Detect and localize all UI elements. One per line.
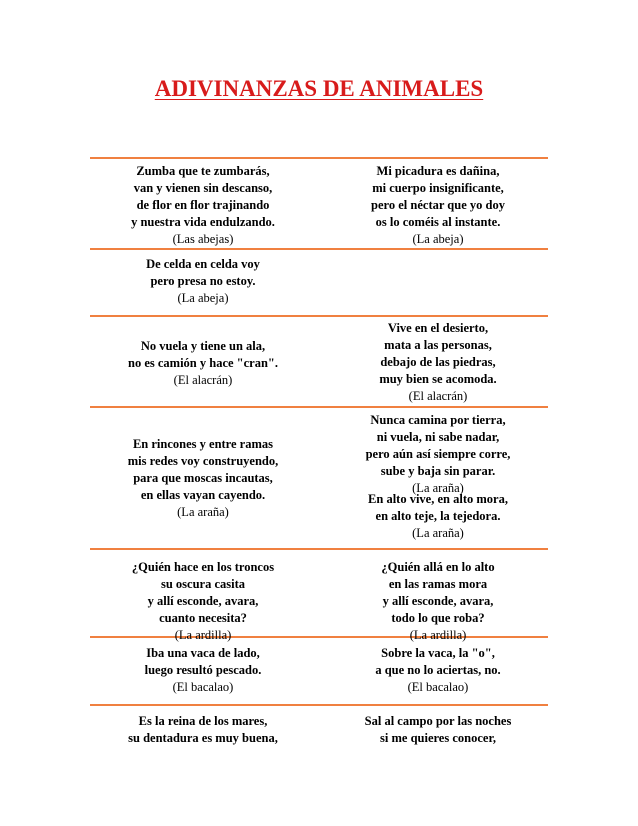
row-divider	[90, 157, 548, 159]
riddle-answer: (La araña)	[412, 481, 464, 495]
riddle-cell-left	[112, 559, 294, 644]
riddle-cell-left	[112, 645, 294, 696]
page-title: ADIVINANZAS DE ANIMALES	[154, 76, 484, 101]
row-divider	[90, 704, 548, 706]
riddle-verse: En rincones y entre ramas mis redes voy construyendo, para que moscas incautas, en ellas vayan cayendo.	[127, 437, 279, 502]
riddle-verse: ¿Quién hace en los troncos su oscura casita y allí esconde, avara, cuanto necesita?	[131, 560, 275, 625]
riddle-answer: (El bacalao)	[172, 680, 234, 694]
row-divider	[90, 406, 548, 408]
riddle-cell-right	[330, 412, 546, 497]
riddle-cell-right	[330, 559, 546, 644]
riddle-verse: Zumba que te zumbarás, van y vienen sin descanso, de flor en flor trajinando y nuestra vida endulzando.	[131, 164, 275, 229]
riddle-cell-left	[112, 256, 294, 307]
riddle-answer: (La araña)	[177, 505, 229, 519]
riddle-verse: Iba una vaca de lado, luego resultó pescado.	[144, 646, 262, 677]
riddle-cell-right	[330, 320, 546, 405]
riddle-cell-left	[112, 338, 294, 389]
riddle-verse: ¿Quién allá en lo alto en las ramas mora y allí esconde, avara, todo lo que roba?	[381, 560, 495, 625]
riddle-cell-right	[330, 163, 546, 248]
riddle-cell-left	[112, 713, 294, 747]
riddle-answer: (La ardilla)	[409, 628, 467, 642]
riddle-verse: No vuela y tiene un ala, no es camión y hace "cran".	[128, 339, 278, 370]
riddle-verse: Mi picadura es dañina, mi cuerpo insignificante, pero el néctar que yo doy os lo coméis al instante.	[371, 164, 505, 229]
riddle-cell-right	[330, 491, 546, 542]
row-divider	[90, 315, 548, 317]
riddle-cell-left	[112, 436, 294, 521]
row-divider	[90, 548, 548, 550]
riddle-cell-right	[330, 645, 546, 696]
row-divider	[90, 248, 548, 250]
riddle-verse: Es la reina de los mares, su dentadura es muy buena,	[128, 714, 278, 745]
riddle-answer: (La abeja)	[412, 232, 464, 246]
riddle-verse: De celda en celda voy pero presa no estoy.	[146, 257, 260, 288]
riddle-cell-left	[112, 163, 294, 248]
riddle-answer: (Las abejas)	[172, 232, 234, 246]
riddle-cell-right	[330, 713, 546, 747]
riddle-answer: (La ardilla)	[174, 628, 232, 642]
riddle-verse: Nunca camina por tierra, ni vuela, ni sabe nadar, pero aún así siempre corre, sube y baja sin parar.	[365, 413, 511, 478]
riddle-answer: (La araña)	[412, 526, 464, 540]
riddle-verse: En alto vive, en alto mora, en alto teje, la tejedora.	[368, 492, 508, 523]
riddle-verse: Sobre la vaca, la "o", a que no lo aciertas, no.	[375, 646, 501, 677]
riddle-verse: Sal al campo por las noches si me quieres conocer,	[364, 714, 512, 745]
riddle-answer: (El bacalao)	[407, 680, 469, 694]
riddle-verse: Vive en el desierto, mata a las personas, debajo de las piedras, muy bien se acomoda.	[379, 321, 497, 386]
riddle-answer: (El alacrán)	[173, 373, 233, 387]
riddle-answer: (El alacrán)	[408, 389, 468, 403]
riddle-answer: (La abeja)	[177, 291, 229, 305]
